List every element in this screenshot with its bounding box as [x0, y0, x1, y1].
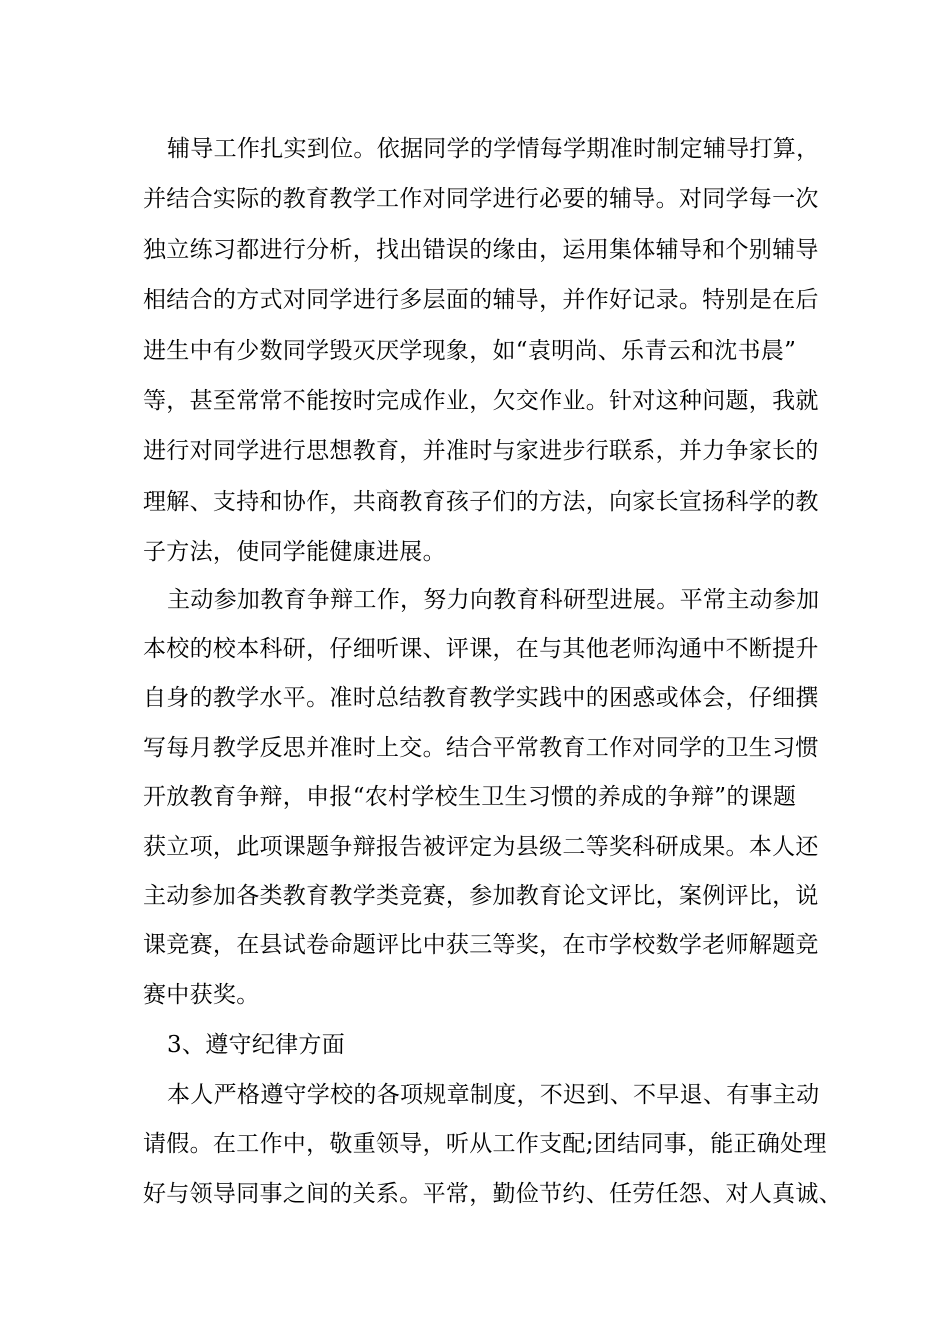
paragraph-2-line-1: 主动参加教育争辩工作，努力向教育科研型进展。平常主动参加 — [167, 587, 820, 613]
paragraph-1-line-6: 等，甚至常常不能按时完成作业，欠交作业。针对这种问题，我就 — [143, 388, 819, 414]
paragraph-1-line-9: 子方法，使同学能健康进展。 — [143, 539, 446, 565]
paragraph-3-line-2: 请假。在工作中，敬重领导，听从工作支配;团结同事，能正确处理 — [143, 1131, 827, 1157]
paragraph-2-line-6: 获立项，此项课题争辩报告被评定为县级二等奖科研成果。本人还 — [143, 834, 819, 860]
paragraph-2-line-4: 写每月教学反思并准时上交。结合平常教育工作对同学的卫生习惯 — [143, 735, 819, 761]
paragraph-1-line-2: 并结合实际的教育教学工作对同学进行必要的辅导。对同学每一次 — [143, 186, 819, 212]
paragraph-2-line-3: 自身的教学水平。准时总结教育教学实践中的困惑或体会，仔细撰 — [143, 685, 819, 711]
section-heading: 3、遵守纪律方面 — [167, 1032, 346, 1058]
paragraph-2-line-2: 本校的校本科研，仔细听课、评课，在与其他老师沟通中不断提升 — [143, 636, 819, 662]
paragraph-2-line-5: 开放教育争辩，申报“农村学校生卫生习惯的养成的争辩”的课题 — [143, 784, 797, 810]
paragraph-1-line-1: 辅导工作扎实到位。依据同学的学情每学期准时制定辅导打算， — [167, 136, 820, 162]
paragraph-3-line-1: 本人严格遵守学校的各项规章制度，不迟到、不早退、有事主动 — [167, 1082, 820, 1108]
paragraph-2-line-9: 赛中获奖。 — [143, 982, 260, 1008]
paragraph-2-line-7: 主动参加各类教育教学类竞赛，参加教育论文评比，案例评比，说 — [143, 883, 819, 909]
paragraph-1-line-3: 独立练习都进行分析，找出错误的缘由，运用集体辅导和个别辅导 — [143, 237, 819, 263]
paragraph-3-line-3: 好与领导同事之间的关系。平常，勤俭节约、任劳任怨、对人真诚、 — [143, 1181, 842, 1207]
paragraph-2-line-8: 课竞赛，在县试卷命题评比中获三等奖，在市学校数学老师解题竞 — [143, 932, 819, 958]
paragraph-1-line-7: 进行对同学进行思想教育，并准时与家进步行联系，并力争家长的 — [143, 438, 819, 464]
paragraph-1-line-5: 进生中有少数同学毁灭厌学现象，如“袁明尚、乐青云和沈书晨” — [143, 338, 797, 364]
paragraph-1-line-8: 理解、支持和协作，共商教育孩子们的方法，向家长宣扬科学的教 — [143, 489, 819, 515]
paragraph-1-line-4: 相结合的方式对同学进行多层面的辅导，并作好记录。特别是在后 — [143, 287, 819, 313]
